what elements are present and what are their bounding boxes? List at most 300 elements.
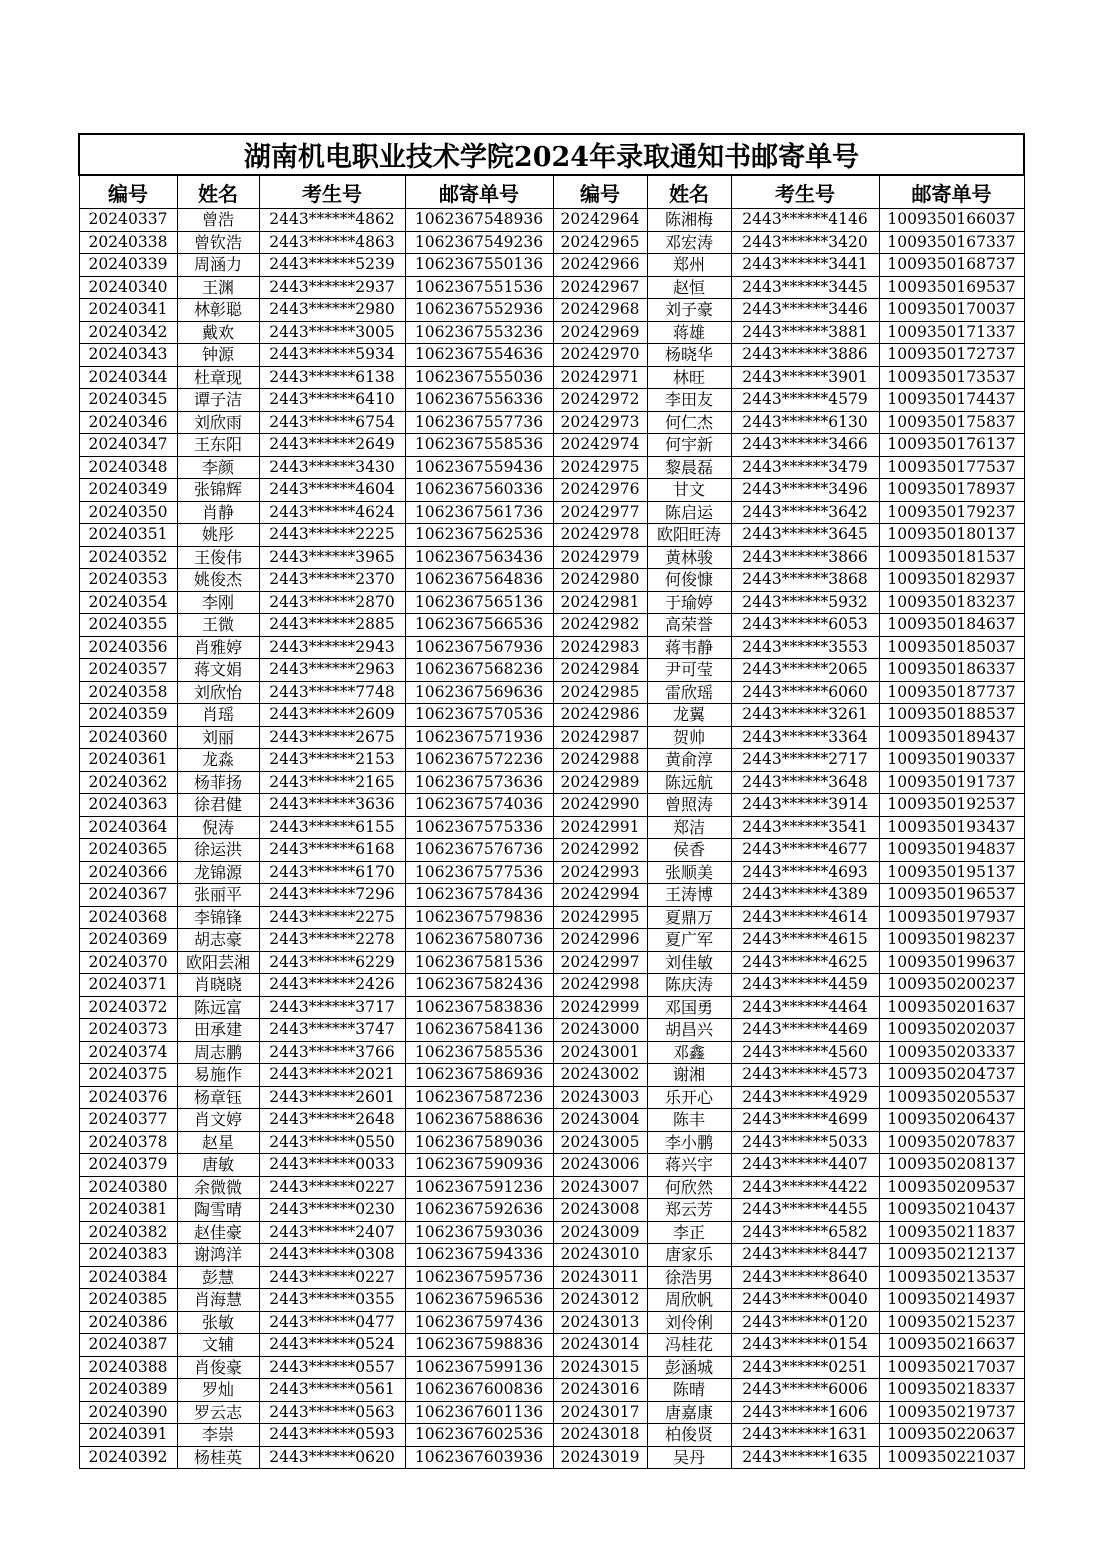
cell-exam-id-left: 2443******0227	[259, 1176, 405, 1199]
cell-tracking-number-left: 1062367572236	[405, 749, 553, 772]
cell-tracking-number-left: 1062367556336	[405, 389, 553, 412]
cell-number-left: 20240366	[79, 861, 177, 884]
cell-tracking-number-right: 1009350199637	[879, 951, 1024, 974]
cell-number-left: 20240387	[79, 1334, 177, 1357]
cell-tracking-number-left: 1062367571936	[405, 726, 553, 749]
cell-number-right: 20243000	[553, 1019, 647, 1042]
cell-exam-id-left: 2443******3965	[259, 546, 405, 569]
cell-number-right: 20242991	[553, 816, 647, 839]
cell-tracking-number-left: 1062367578436	[405, 884, 553, 907]
cell-number-right: 20243007	[553, 1176, 647, 1199]
cell-number-right: 20242984	[553, 659, 647, 682]
cell-tracking-number-left: 1062367568236	[405, 659, 553, 682]
cell-exam-id-left: 2443******0561	[259, 1379, 405, 1402]
table-row	[79, 681, 1024, 704]
cell-exam-id-left: 2443******2370	[259, 569, 405, 592]
cell-name-left: 曾浩	[177, 209, 259, 232]
cell-tracking-number-right: 1009350180137	[879, 524, 1024, 547]
cell-name-right: 王涛博	[647, 884, 731, 907]
cell-number-left: 20240345	[79, 389, 177, 412]
cell-number-right: 20242974	[553, 434, 647, 457]
cell-number-left: 20240370	[79, 951, 177, 974]
cell-exam-id-left: 2443******3766	[259, 1041, 405, 1064]
cell-number-right: 20243013	[553, 1311, 647, 1334]
cell-number-right: 20242987	[553, 726, 647, 749]
table-row	[79, 996, 1024, 1019]
cell-name-right: 高荣誉	[647, 614, 731, 637]
cell-exam-id-right: 2443******2717	[731, 749, 879, 772]
cell-number-left: 20240373	[79, 1019, 177, 1042]
cell-name-left: 唐敏	[177, 1154, 259, 1177]
table-row	[79, 1266, 1024, 1289]
cell-name-left: 张丽平	[177, 884, 259, 907]
cell-name-left: 陈远富	[177, 996, 259, 1019]
cell-name-right: 侯香	[647, 839, 731, 862]
header-number-right: 编号	[553, 175, 647, 209]
cell-exam-id-left: 2443******2963	[259, 659, 405, 682]
cell-tracking-number-right: 1009350187737	[879, 681, 1024, 704]
cell-number-left: 20240391	[79, 1424, 177, 1447]
cell-name-right: 何仁杰	[647, 411, 731, 434]
cell-number-right: 20243018	[553, 1424, 647, 1447]
cell-exam-id-right: 2443******0251	[731, 1356, 879, 1379]
table-row	[79, 1244, 1024, 1267]
cell-name-right: 吴丹	[647, 1446, 731, 1469]
cell-tracking-number-left: 1062367569636	[405, 681, 553, 704]
cell-name-left: 李锦锋	[177, 906, 259, 929]
table-row	[79, 1109, 1024, 1132]
cell-name-left: 王渊	[177, 276, 259, 299]
table-row	[79, 501, 1024, 524]
table-row	[79, 1041, 1024, 1064]
cell-exam-id-right: 2443******4464	[731, 996, 879, 1019]
cell-exam-id-left: 2443******2225	[259, 524, 405, 547]
cell-number-right: 20242967	[553, 276, 647, 299]
cell-tracking-number-right: 1009350213537	[879, 1266, 1024, 1289]
cell-number-left: 20240376	[79, 1086, 177, 1109]
cell-number-right: 20243006	[553, 1154, 647, 1177]
cell-name-left: 余微微	[177, 1176, 259, 1199]
cell-exam-id-left: 2443******6168	[259, 839, 405, 862]
cell-number-left: 20240354	[79, 591, 177, 614]
cell-exam-id-right: 2443******3364	[731, 726, 879, 749]
cell-number-left: 20240378	[79, 1131, 177, 1154]
cell-tracking-number-right: 1009350219737	[879, 1401, 1024, 1424]
cell-number-left: 20240392	[79, 1446, 177, 1469]
cell-exam-id-right: 2443******4146	[731, 209, 879, 232]
cell-name-left: 戴欢	[177, 321, 259, 344]
cell-number-left: 20240374	[79, 1041, 177, 1064]
cell-name-left: 陶雪晴	[177, 1199, 259, 1222]
cell-exam-id-right: 2443******3901	[731, 366, 879, 389]
page-title: 湖南机电职业技术学院2024年录取通知书邮寄单号	[79, 134, 1024, 175]
cell-exam-id-right: 2443******0040	[731, 1289, 879, 1312]
cell-exam-id-left: 2443******3717	[259, 996, 405, 1019]
cell-name-right: 龙翼	[647, 704, 731, 727]
cell-name-left: 欧阳芸湘	[177, 951, 259, 974]
cell-number-left: 20240339	[79, 254, 177, 277]
cell-name-right: 李田友	[647, 389, 731, 412]
cell-tracking-number-left: 1062367585536	[405, 1041, 553, 1064]
cell-tracking-number-right: 1009350181537	[879, 546, 1024, 569]
cell-tracking-number-right: 1009350196537	[879, 884, 1024, 907]
cell-number-right: 20242977	[553, 501, 647, 524]
cell-exam-id-left: 2443******6170	[259, 861, 405, 884]
cell-exam-id-left: 2443******2885	[259, 614, 405, 637]
cell-number-left: 20240351	[79, 524, 177, 547]
cell-tracking-number-left: 1062367590936	[405, 1154, 553, 1177]
table-row	[79, 951, 1024, 974]
cell-name-left: 文辅	[177, 1334, 259, 1357]
cell-tracking-number-left: 1062367565136	[405, 591, 553, 614]
cell-name-left: 肖俊豪	[177, 1356, 259, 1379]
cell-name-right: 陈庆涛	[647, 974, 731, 997]
cell-tracking-number-right: 1009350175837	[879, 411, 1024, 434]
cell-name-right: 欧阳旺涛	[647, 524, 731, 547]
cell-name-left: 赵佳豪	[177, 1221, 259, 1244]
cell-tracking-number-left: 1062367596536	[405, 1289, 553, 1312]
cell-name-left: 易施作	[177, 1064, 259, 1087]
cell-tracking-number-left: 1062367584136	[405, 1019, 553, 1042]
cell-tracking-number-left: 1062367597436	[405, 1311, 553, 1334]
cell-exam-id-left: 2443******2980	[259, 299, 405, 322]
cell-number-right: 20242999	[553, 996, 647, 1019]
cell-name-left: 田承建	[177, 1019, 259, 1042]
table-row	[79, 1379, 1024, 1402]
cell-tracking-number-left: 1062367562536	[405, 524, 553, 547]
cell-number-left: 20240356	[79, 636, 177, 659]
cell-exam-id-right: 2443******1635	[731, 1446, 879, 1469]
cell-number-left: 20240364	[79, 816, 177, 839]
cell-tracking-number-left: 1062367558536	[405, 434, 553, 457]
cell-exam-id-left: 2443******2943	[259, 636, 405, 659]
cell-number-left: 20240349	[79, 479, 177, 502]
cell-number-left: 20240347	[79, 434, 177, 457]
cell-tracking-number-right: 1009350188537	[879, 704, 1024, 727]
cell-exam-id-right: 2443******3886	[731, 344, 879, 367]
cell-exam-id-left: 2443******7748	[259, 681, 405, 704]
cell-name-left: 李崇	[177, 1424, 259, 1447]
cell-number-left: 20240385	[79, 1289, 177, 1312]
table-row	[79, 231, 1024, 254]
mailing-number-table	[78, 133, 1025, 1469]
cell-exam-id-right: 2443******1631	[731, 1424, 879, 1447]
cell-number-left: 20240381	[79, 1199, 177, 1222]
cell-name-right: 唐嘉康	[647, 1401, 731, 1424]
cell-number-left: 20240389	[79, 1379, 177, 1402]
table-row	[79, 861, 1024, 884]
cell-name-right: 张顺美	[647, 861, 731, 884]
cell-tracking-number-right: 1009350171337	[879, 321, 1024, 344]
cell-number-right: 20243001	[553, 1041, 647, 1064]
cell-number-left: 20240344	[79, 366, 177, 389]
cell-number-right: 20243012	[553, 1289, 647, 1312]
cell-name-right: 林旺	[647, 366, 731, 389]
cell-tracking-number-right: 1009350179237	[879, 501, 1024, 524]
cell-number-left: 20240368	[79, 906, 177, 929]
cell-name-left: 徐运洪	[177, 839, 259, 862]
cell-exam-id-right: 2443******4407	[731, 1154, 879, 1177]
cell-name-left: 杨桂英	[177, 1446, 259, 1469]
cell-exam-id-right: 2443******3496	[731, 479, 879, 502]
cell-exam-id-left: 2443******2648	[259, 1109, 405, 1132]
cell-name-left: 杨章钰	[177, 1086, 259, 1109]
cell-number-left: 20240375	[79, 1064, 177, 1087]
table-row	[79, 1064, 1024, 1087]
cell-tracking-number-left: 1062367573636	[405, 771, 553, 794]
cell-name-left: 肖雅婷	[177, 636, 259, 659]
cell-name-right: 陈远航	[647, 771, 731, 794]
cell-name-right: 彭涵城	[647, 1356, 731, 1379]
cell-exam-id-left: 2443******2165	[259, 771, 405, 794]
cell-exam-id-right: 2443******3881	[731, 321, 879, 344]
table-row	[79, 704, 1024, 727]
cell-tracking-number-left: 1062367557736	[405, 411, 553, 434]
cell-tracking-number-right: 1009350189437	[879, 726, 1024, 749]
cell-tracking-number-right: 1009350210437	[879, 1199, 1024, 1222]
cell-tracking-number-right: 1009350201637	[879, 996, 1024, 1019]
cell-exam-id-left: 2443******6229	[259, 951, 405, 974]
cell-number-right: 20243014	[553, 1334, 647, 1357]
cell-tracking-number-left: 1062367595736	[405, 1266, 553, 1289]
cell-tracking-number-left: 1062367580736	[405, 929, 553, 952]
cell-exam-id-left: 2443******6155	[259, 816, 405, 839]
cell-tracking-number-right: 1009350190337	[879, 749, 1024, 772]
cell-exam-id-right: 2443******3642	[731, 501, 879, 524]
cell-tracking-number-right: 1009350168737	[879, 254, 1024, 277]
cell-tracking-number-left: 1062367575336	[405, 816, 553, 839]
cell-name-left: 林彰聪	[177, 299, 259, 322]
cell-tracking-number-left: 1062367587236	[405, 1086, 553, 1109]
cell-number-left: 20240362	[79, 771, 177, 794]
cell-exam-id-right: 2443******4615	[731, 929, 879, 952]
cell-name-left: 张锦辉	[177, 479, 259, 502]
cell-tracking-number-right: 1009350172737	[879, 344, 1024, 367]
cell-number-right: 20242989	[553, 771, 647, 794]
table-row	[79, 434, 1024, 457]
cell-number-left: 20240377	[79, 1109, 177, 1132]
cell-name-left: 周志鹏	[177, 1041, 259, 1064]
cell-tracking-number-right: 1009350167337	[879, 231, 1024, 254]
cell-exam-id-right: 2443******4677	[731, 839, 879, 862]
cell-exam-id-right: 2443******3541	[731, 816, 879, 839]
cell-exam-id-left: 2443******0557	[259, 1356, 405, 1379]
table-row	[79, 1424, 1024, 1447]
cell-tracking-number-left: 1062367586936	[405, 1064, 553, 1087]
cell-name-right: 黎晨磊	[647, 456, 731, 479]
cell-name-left: 蒋文娟	[177, 659, 259, 682]
cell-name-left: 姚彤	[177, 524, 259, 547]
cell-exam-id-left: 2443******2021	[259, 1064, 405, 1087]
cell-exam-id-right: 2443******6006	[731, 1379, 879, 1402]
cell-tracking-number-right: 1009350209537	[879, 1176, 1024, 1199]
cell-name-left: 杨菲扬	[177, 771, 259, 794]
cell-name-right: 邓鑫	[647, 1041, 731, 1064]
cell-name-left: 张敏	[177, 1311, 259, 1334]
cell-number-right: 20243019	[553, 1446, 647, 1469]
cell-exam-id-right: 2443******5932	[731, 591, 879, 614]
cell-number-right: 20243010	[553, 1244, 647, 1267]
table-row	[79, 884, 1024, 907]
cell-tracking-number-right: 1009350176137	[879, 434, 1024, 457]
cell-number-right: 20242994	[553, 884, 647, 907]
cell-exam-id-left: 2443******0308	[259, 1244, 405, 1267]
cell-tracking-number-left: 1062367551536	[405, 276, 553, 299]
cell-exam-id-right: 2443******3445	[731, 276, 879, 299]
cell-exam-id-left: 2443******2870	[259, 591, 405, 614]
cell-tracking-number-right: 1009350221037	[879, 1446, 1024, 1469]
cell-number-right: 20242990	[553, 794, 647, 817]
cell-tracking-number-left: 1062367559436	[405, 456, 553, 479]
table-row	[79, 591, 1024, 614]
cell-tracking-number-left: 1062367589036	[405, 1131, 553, 1154]
cell-tracking-number-left: 1062367549236	[405, 231, 553, 254]
cell-exam-id-right: 2443******4389	[731, 884, 879, 907]
cell-number-left: 20240341	[79, 299, 177, 322]
cell-number-left: 20240382	[79, 1221, 177, 1244]
cell-tracking-number-right: 1009350182937	[879, 569, 1024, 592]
cell-exam-id-left: 2443******3430	[259, 456, 405, 479]
cell-number-right: 20243005	[553, 1131, 647, 1154]
cell-tracking-number-left: 1062367552936	[405, 299, 553, 322]
cell-number-right: 20243008	[553, 1199, 647, 1222]
cell-number-left: 20240390	[79, 1401, 177, 1424]
cell-number-right: 20242973	[553, 411, 647, 434]
cell-tracking-number-left: 1062367560336	[405, 479, 553, 502]
cell-tracking-number-right: 1009350220637	[879, 1424, 1024, 1447]
table-row	[79, 411, 1024, 434]
table-body	[79, 209, 1024, 1469]
cell-name-right: 郑洁	[647, 816, 731, 839]
cell-tracking-number-right: 1009350183237	[879, 591, 1024, 614]
cell-name-right: 陈启运	[647, 501, 731, 524]
table-row	[79, 749, 1024, 772]
cell-exam-id-left: 2443******4624	[259, 501, 405, 524]
cell-tracking-number-right: 1009350170037	[879, 299, 1024, 322]
header-exam-id-right: 考生号	[731, 175, 879, 209]
cell-name-right: 郑州	[647, 254, 731, 277]
cell-exam-id-left: 2443******6410	[259, 389, 405, 412]
table-row	[79, 1131, 1024, 1154]
cell-number-right: 20242978	[553, 524, 647, 547]
cell-exam-id-right: 2443******3868	[731, 569, 879, 592]
cell-tracking-number-left: 1062367591236	[405, 1176, 553, 1199]
cell-number-right: 20242998	[553, 974, 647, 997]
cell-name-left: 谢鸿洋	[177, 1244, 259, 1267]
cell-tracking-number-right: 1009350186337	[879, 659, 1024, 682]
cell-name-right: 胡昌兴	[647, 1019, 731, 1042]
cell-tracking-number-left: 1062367567936	[405, 636, 553, 659]
cell-name-right: 唐家乐	[647, 1244, 731, 1267]
cell-tracking-number-left: 1062367601136	[405, 1401, 553, 1424]
cell-number-left: 20240357	[79, 659, 177, 682]
cell-tracking-number-right: 1009350218337	[879, 1379, 1024, 1402]
cell-number-right: 20243003	[553, 1086, 647, 1109]
cell-exam-id-left: 2443******2675	[259, 726, 405, 749]
cell-name-left: 胡志豪	[177, 929, 259, 952]
cell-tracking-number-right: 1009350192537	[879, 794, 1024, 817]
cell-exam-id-left: 2443******6754	[259, 411, 405, 434]
cell-number-left: 20240353	[79, 569, 177, 592]
cell-name-left: 彭慧	[177, 1266, 259, 1289]
cell-tracking-number-left: 1062367581536	[405, 951, 553, 974]
cell-number-left: 20240386	[79, 1311, 177, 1334]
cell-tracking-number-right: 1009350173537	[879, 366, 1024, 389]
cell-exam-id-right: 2443******8447	[731, 1244, 879, 1267]
cell-exam-id-right: 2443******2065	[731, 659, 879, 682]
table-row	[79, 254, 1024, 277]
cell-number-left: 20240379	[79, 1154, 177, 1177]
cell-tracking-number-right: 1009350203337	[879, 1041, 1024, 1064]
cell-number-left: 20240388	[79, 1356, 177, 1379]
table-row	[79, 209, 1024, 232]
cell-tracking-number-left: 1062367579836	[405, 906, 553, 929]
cell-number-right: 20242986	[553, 704, 647, 727]
cell-name-left: 徐君健	[177, 794, 259, 817]
cell-name-right: 赵恒	[647, 276, 731, 299]
cell-exam-id-right: 2443******1606	[731, 1401, 879, 1424]
cell-number-right: 20243009	[553, 1221, 647, 1244]
table-row	[79, 1019, 1024, 1042]
cell-number-right: 20242982	[553, 614, 647, 637]
header-exam-id-left: 考生号	[259, 175, 405, 209]
table-row	[79, 794, 1024, 817]
cell-tracking-number-left: 1062367553236	[405, 321, 553, 344]
cell-number-left: 20240340	[79, 276, 177, 299]
cell-number-right: 20242997	[553, 951, 647, 974]
cell-number-right: 20242981	[553, 591, 647, 614]
cell-exam-id-right: 2443******4579	[731, 389, 879, 412]
cell-exam-id-left: 2443******0227	[259, 1266, 405, 1289]
cell-number-left: 20240359	[79, 704, 177, 727]
cell-exam-id-right: 2443******4573	[731, 1064, 879, 1087]
table-row	[79, 906, 1024, 929]
cell-exam-id-left: 2443******0033	[259, 1154, 405, 1177]
cell-number-right: 20243016	[553, 1379, 647, 1402]
table-row	[79, 569, 1024, 592]
cell-tracking-number-right: 1009350205537	[879, 1086, 1024, 1109]
cell-tracking-number-right: 1009350216637	[879, 1334, 1024, 1357]
cell-tracking-number-right: 1009350195137	[879, 861, 1024, 884]
cell-name-left: 刘欣雨	[177, 411, 259, 434]
cell-exam-id-right: 2443******3446	[731, 299, 879, 322]
cell-tracking-number-right: 1009350185037	[879, 636, 1024, 659]
cell-name-right: 贺帅	[647, 726, 731, 749]
cell-exam-id-left: 2443******2407	[259, 1221, 405, 1244]
cell-exam-id-right: 2443******4422	[731, 1176, 879, 1199]
cell-tracking-number-right: 1009350169537	[879, 276, 1024, 299]
cell-name-right: 蒋雄	[647, 321, 731, 344]
cell-name-left: 倪涛	[177, 816, 259, 839]
cell-number-left: 20240372	[79, 996, 177, 1019]
cell-name-right: 蒋韦静	[647, 636, 731, 659]
header-tracking-right: 邮寄单号	[879, 175, 1024, 209]
cell-number-right: 20242968	[553, 299, 647, 322]
cell-exam-id-left: 2443******2649	[259, 434, 405, 457]
cell-name-left: 曾钦浩	[177, 231, 259, 254]
cell-name-left: 刘丽	[177, 726, 259, 749]
cell-tracking-number-right: 1009350208137	[879, 1154, 1024, 1177]
cell-exam-id-right: 2443******6053	[731, 614, 879, 637]
cell-number-right: 20242993	[553, 861, 647, 884]
cell-exam-id-right: 2443******4459	[731, 974, 879, 997]
cell-exam-id-right: 2443******4693	[731, 861, 879, 884]
cell-name-right: 夏鼎万	[647, 906, 731, 929]
table-row	[79, 726, 1024, 749]
cell-exam-id-left: 2443******0550	[259, 1131, 405, 1154]
cell-number-left: 20240338	[79, 231, 177, 254]
cell-tracking-number-right: 1009350184637	[879, 614, 1024, 637]
